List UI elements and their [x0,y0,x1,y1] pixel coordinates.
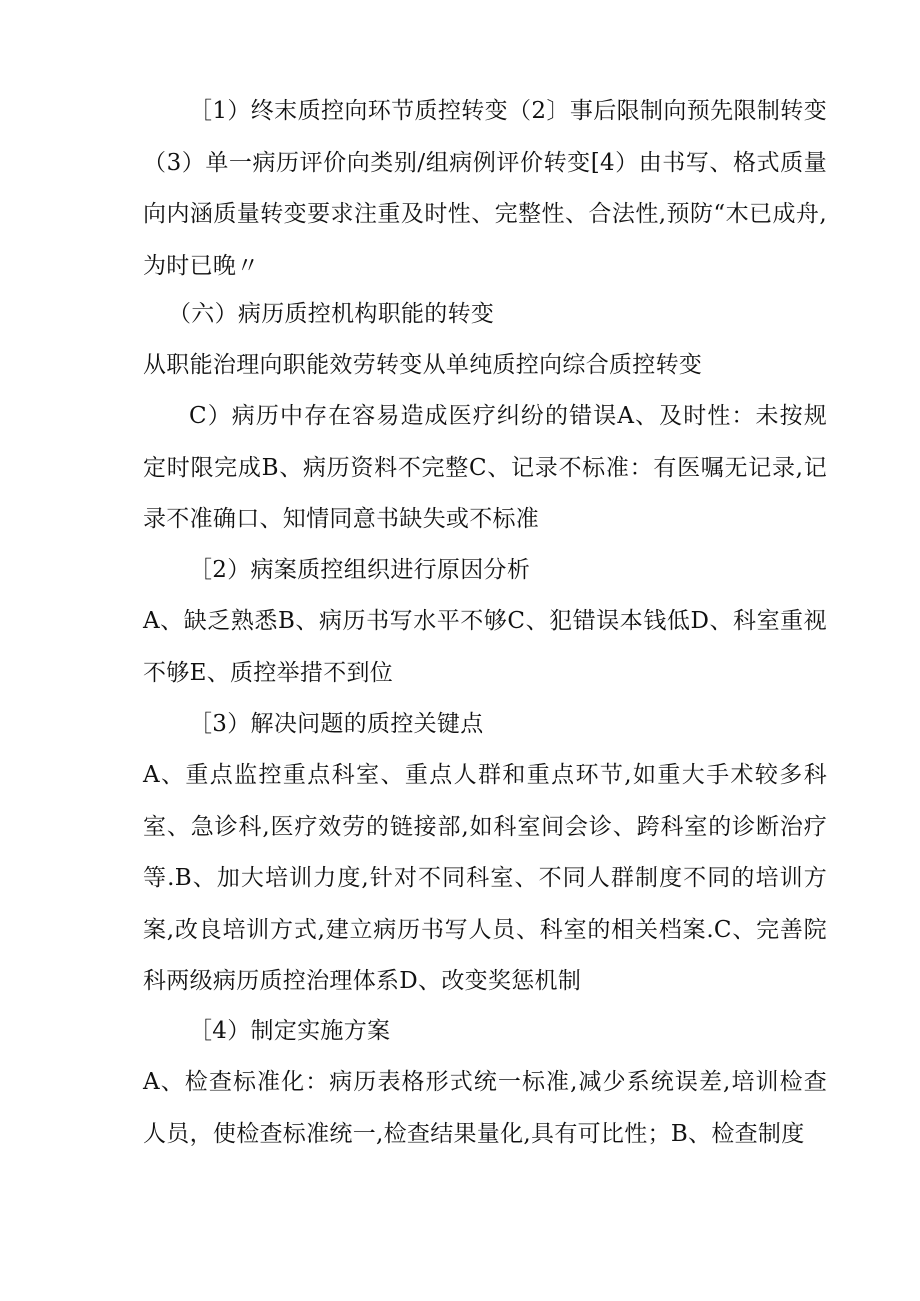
heading-implementation-plan: ［4）制定实施方案 [189,1018,391,1044]
paragraph-function-transition: 从职能治理向职能效劳转变从单纯质控向综合质控转变 [143,352,703,378]
paragraph-quality-control-transitions: ［1）终末质控向环节质控转变（2〕事后限制向预先限制转变（3）单一病历评价向类别/组病例评价转变[4）由书写、格式质量向内涵质量转变要求注重及时性、完整性、合法性,预防“木已成舟,为时已晚〃 [143,98,827,279]
paragraph-key-points: A、重点监控重点科室、重点人群和重点环节,如重大手术较多科室、急诊科,医疗效劳的链接部,如科室间会诊、跨科室的诊断治疗等.B、加大培训力度,针对不同科室、不同人群制度不同的培训方案,改良培训方式,建立病历书写人员、科室的相关档案.C、完善院科两级病历质控治理体系D、改变奖惩机制 [143,762,827,994]
heading-key-points: ［3）解决问题的质控关键点 [189,711,484,737]
paragraph-implementation-plan: A、检查标准化：病历表格形式统一标准,减少系统误差,培训检查人员，使检查标准统一,检查结果量化,具有可比性；B、检查制度 [143,1069,827,1147]
section-heading-six: （六）病历质控机构职能的转变 [168,301,495,327]
heading-cause-analysis: ［2）病案质控组织进行原因分析 [189,557,531,583]
paragraph-common-errors: C）病历中存在容易造成医疗纠纷的错误A、及时性：未按规定时限完成B、病历资料不完整C、记录不标准：有医嘱无记录,记录不准确口、知情同意书缺失或不标准 [143,403,827,532]
paragraph-causes: A、缺乏熟悉B、病历书写水平不够C、犯错误本钱低D、科室重视不够E、质控举措不到位 [143,608,827,686]
